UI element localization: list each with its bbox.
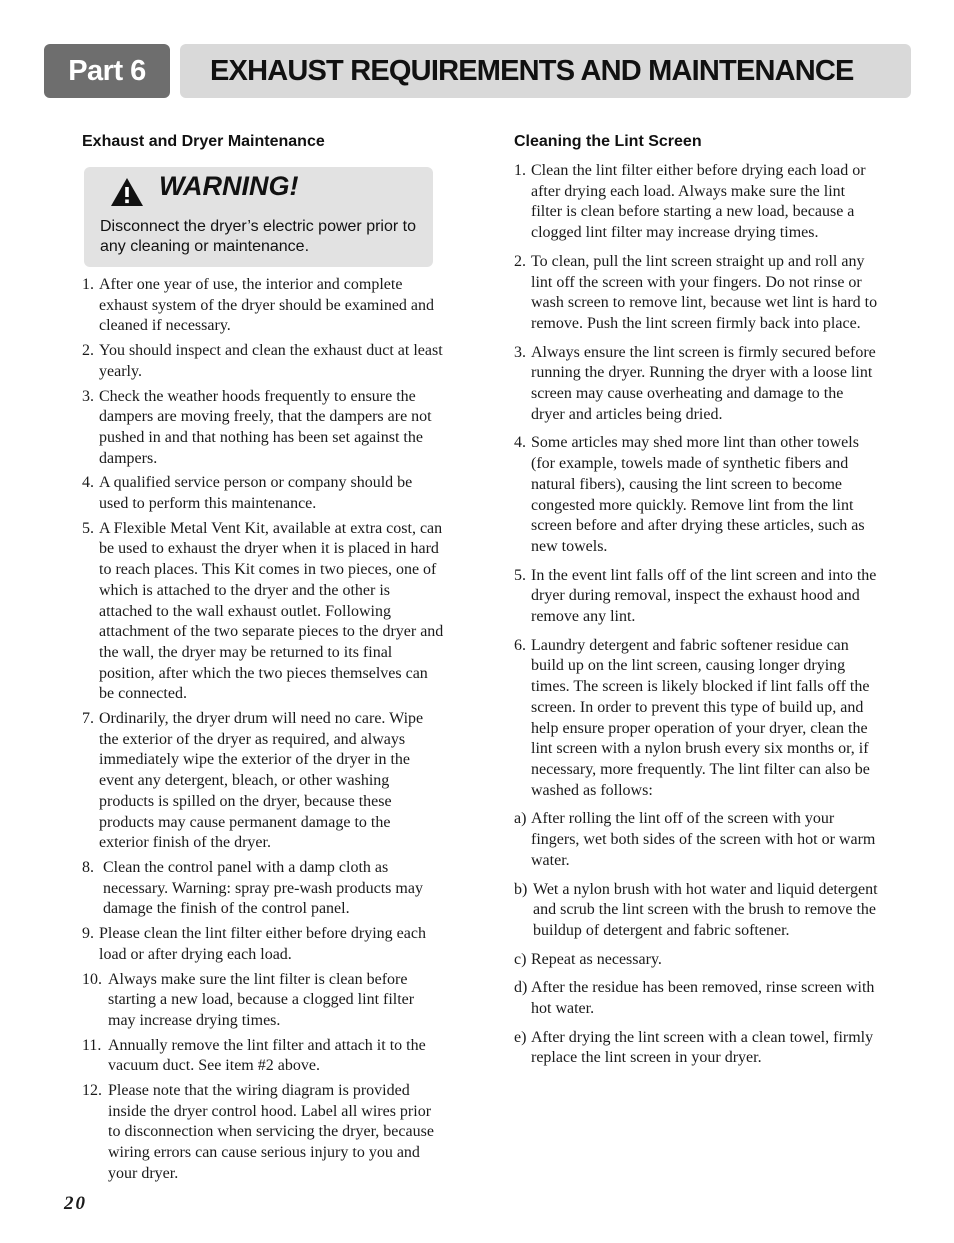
item-text: Always ensure the lint screen is firmly secured before running the dryer. Running the dryer with a loose lint screen may cause overheating and damage to the dryer and articles being dried. bbox=[531, 343, 876, 423]
item-text: After one year of use, the interior and complete exhaust system of the dryer should be examined and cleaned if necessary. bbox=[99, 276, 435, 335]
item-text: To clean, pull the lint screen straight up and roll any lint off the screen with your fingers. Do not rinse or wash screen to remove lint, because wet lint is hard to remove. Push the lint screen firmly back into place. bbox=[531, 252, 878, 332]
item-text: You should inspect and clean the exhaust duct at least yearly. bbox=[99, 342, 443, 380]
item-number: 4. bbox=[514, 434, 526, 452]
item-number: 2. bbox=[82, 342, 94, 360]
list-item bbox=[82, 519, 444, 705]
list-item bbox=[514, 161, 879, 244]
part-label: Part 6 bbox=[44, 44, 170, 98]
list-item bbox=[514, 1028, 879, 1069]
warning-title: WARNING! bbox=[159, 171, 299, 201]
item-text: Some articles may shed more lint than other towels (for example, towels made of synthetic fibers and natural fibers), causing the lint screen to become congested more quickly. Remove lint from the lint screen before and after drying these articles, such as new towels. bbox=[531, 434, 865, 555]
section-heading-lint-screen: Cleaning the Lint Screen bbox=[514, 133, 702, 150]
list-item bbox=[514, 433, 879, 557]
item-text: After rolling the lint off of the screen with your fingers, wet both sides of the screen with hot or warm water. bbox=[531, 810, 876, 869]
list-item bbox=[514, 636, 879, 802]
item-number: 11. bbox=[82, 1036, 102, 1054]
list-item bbox=[514, 978, 879, 1019]
item-number: 1. bbox=[514, 162, 526, 179]
item-number: 12. bbox=[82, 1082, 102, 1100]
item-text: In the event lint falls off of the lint screen and into the dryer during removal, inspect the exhaust hood and remove any lint. bbox=[531, 566, 877, 626]
item-number: 5. bbox=[82, 519, 94, 537]
item-number: 8. bbox=[82, 858, 94, 876]
item-text: Repeat as necessary. bbox=[531, 950, 662, 968]
lint-screen-list bbox=[514, 161, 879, 1077]
list-item bbox=[82, 387, 444, 470]
item-text: A qualified service person or company should be used to perform this maintenance. bbox=[99, 474, 413, 513]
item-number: d) bbox=[514, 979, 528, 997]
list-item bbox=[82, 275, 444, 337]
item-number: 5. bbox=[514, 566, 526, 584]
item-number: 6. bbox=[514, 636, 526, 654]
list-item bbox=[82, 1081, 444, 1185]
item-number: 3. bbox=[82, 387, 94, 405]
item-number: e) bbox=[514, 1028, 527, 1046]
list-item bbox=[82, 924, 444, 965]
list-item bbox=[514, 343, 879, 426]
list-item bbox=[514, 809, 879, 871]
item-text: After drying the lint screen with a clean towel, firmly replace the lint screen in your dryer. bbox=[531, 1028, 874, 1067]
item-number: 2. bbox=[514, 252, 526, 270]
item-number: 10. bbox=[82, 970, 102, 988]
list-item bbox=[514, 880, 879, 942]
page-title: EXHAUST REQUIREMENTS AND MAINTENANCE bbox=[210, 55, 854, 87]
item-text: Wet a nylon brush with hot water and liquid detergent and scrub the lint screen with the brush to remove the buildup of detergent and fabric softener. bbox=[533, 880, 878, 939]
list-item bbox=[82, 1036, 444, 1077]
list-item bbox=[82, 473, 444, 514]
item-number: c) bbox=[514, 950, 527, 968]
item-text: Clean the control panel with a damp cloth as necessary. Warning: spray pre-wash products may damage the finish of the control panel. bbox=[103, 858, 423, 918]
item-number: 4. bbox=[82, 474, 94, 492]
item-text: Please note that the wiring diagram is provided inside the dryer control hood. Label all wires prior to disconnection when servicing the dryer, because wiring errors can cause serious injury to you and your dryer. bbox=[108, 1082, 434, 1182]
item-number: 3. bbox=[514, 343, 526, 361]
item-text: Ordinarily, the dryer drum will need no care. Wipe the exterior of the dryer as required, and always immediately wipe the exterior of the dryer in the event any detergent, bleach, or other washing products is spilled on the dryer, because these products may cause permanent damage to the exterior finish of the dryer. bbox=[99, 710, 424, 852]
item-text: Laundry detergent and fabric softener residue can build up on the lint screen, causing longer drying times. The screen is likely blocked if lint falls off the screen. In order to prevent this type of build up, and help ensure proper operation of your dryer, clean the lint screen with a nylon brush every six months or, if necessary, more frequently. The lint filter can also be washed as follows: bbox=[531, 636, 870, 799]
item-text: After the residue has been removed, rinse screen with hot water. bbox=[531, 979, 875, 1018]
title-bar bbox=[180, 44, 911, 98]
item-text: A Flexible Metal Vent Kit, available at extra cost, can be used to exhaust the dryer when it is placed in hard to reach places. This Kit comes in two pieces, one of which is attached to the dryer and the other is attached to the wall exhaust outlet. Following attachment of the two separate pieces to the dryer and the wall, the dryer may be returned to its final position, after which the two pieces themselves can be connected. bbox=[99, 519, 444, 703]
warning-triangle-icon bbox=[110, 177, 144, 207]
exhaust-maintenance-list bbox=[82, 275, 444, 1189]
list-item bbox=[82, 970, 444, 1032]
page-number: 20 bbox=[64, 1193, 87, 1214]
item-number: 1. bbox=[82, 276, 94, 293]
item-number: 7. bbox=[82, 710, 94, 728]
item-number: a) bbox=[514, 810, 527, 828]
section-heading-exhaust-maintenance: Exhaust and Dryer Maintenance bbox=[82, 133, 325, 150]
list-item bbox=[514, 252, 879, 335]
item-number: 9. bbox=[82, 925, 94, 943]
list-item bbox=[514, 950, 879, 971]
item-text: Annually remove the lint filter and attach it to the vacuum duct. See item #2 above. bbox=[108, 1036, 426, 1075]
item-text: Please clean the lint filter either before drying each load or after drying each load. bbox=[99, 925, 426, 963]
warning-text: Disconnect the dryer’s electric power prior to any cleaning or maintenance. bbox=[100, 218, 416, 255]
list-item bbox=[82, 341, 444, 382]
list-item bbox=[514, 566, 879, 628]
list-item bbox=[82, 709, 444, 854]
list-item bbox=[82, 858, 444, 920]
item-text: Clean the lint filter either before drying each load or after drying each load. Always make sure the lint filter is clean before starting a new load, because a clogged lint filter may increase drying times. bbox=[531, 162, 866, 242]
item-text: Check the weather hoods frequently to ensure the dampers are moving freely, that the dampers are not pushed in and that nothing has been set against the dampers. bbox=[99, 387, 432, 467]
item-number: b) bbox=[514, 880, 528, 898]
warning-box bbox=[84, 167, 433, 267]
item-text: Always make sure the lint filter is clean before starting a new load, because a clogged lint filter may increase drying times. bbox=[108, 970, 415, 1029]
